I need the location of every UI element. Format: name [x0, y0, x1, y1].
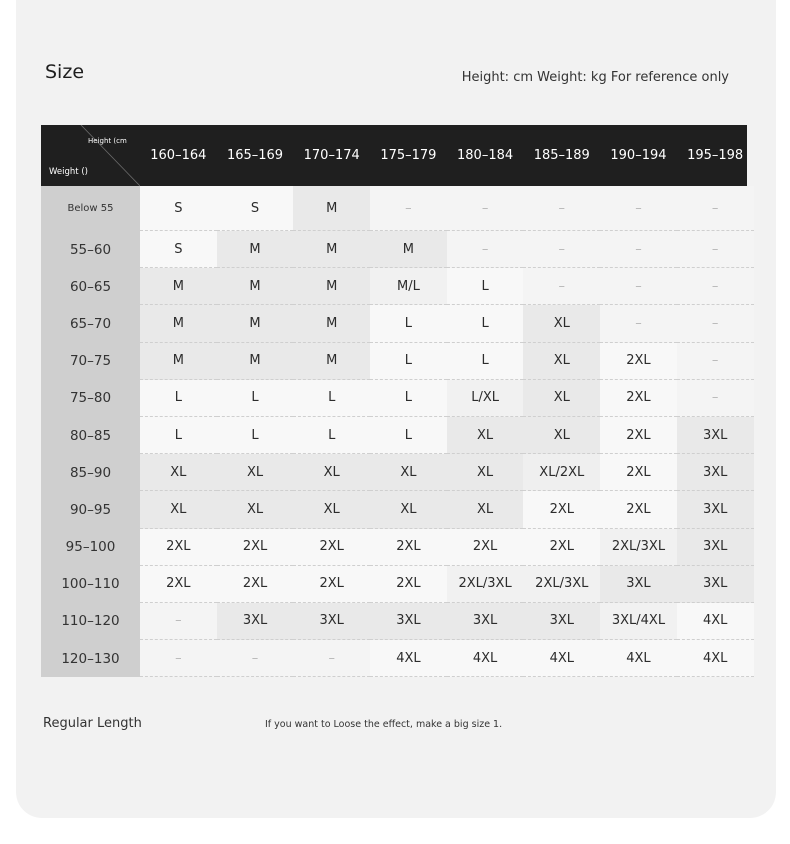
size-cell: L: [370, 343, 447, 380]
size-cell: 3XL: [523, 603, 600, 640]
size-cell: L: [293, 380, 370, 417]
size-cell: 2XL: [370, 566, 447, 603]
size-cell: 2XL: [293, 566, 370, 603]
size-cell: XL: [523, 343, 600, 380]
size-cell: 4XL: [370, 640, 447, 677]
reference-note: Height: cm Weight: kg For reference only: [461, 70, 729, 85]
size-cell: M: [217, 305, 294, 342]
size-cell: XL: [447, 454, 524, 491]
corner-cell: [41, 125, 140, 186]
table-row: [41, 268, 747, 305]
size-cell: S: [217, 186, 294, 231]
size-cell: 3XL: [677, 417, 754, 454]
weight-row-label: 120–130: [41, 640, 140, 677]
height-column-header: 195–198: [687, 148, 744, 163]
height-column-header: 180–184: [457, 148, 514, 163]
size-cell: M: [217, 268, 294, 305]
size-cell: 3XL: [677, 529, 754, 566]
size-cell: 3XL: [447, 603, 524, 640]
size-cell: XL/2XL: [523, 454, 600, 491]
size-cell: L: [447, 305, 524, 342]
table-row: [41, 454, 747, 491]
size-cell: L: [140, 380, 217, 417]
size-cell: –: [523, 186, 600, 231]
size-cell: L: [447, 268, 524, 305]
size-cell: M: [370, 231, 447, 268]
size-cell: 3XL: [677, 454, 754, 491]
table-row: [41, 566, 747, 603]
weight-row-label: 55–60: [41, 231, 140, 268]
table-row: [41, 380, 747, 417]
size-cell: –: [447, 186, 524, 231]
size-cell: 2XL: [523, 491, 600, 528]
weight-row-label: 75–80: [41, 380, 140, 417]
size-cell: 4XL: [677, 640, 754, 677]
height-column-header: 190–194: [610, 148, 667, 163]
size-cell: –: [447, 231, 524, 268]
height-column-header: 160–164: [150, 148, 207, 163]
size-cell: L: [140, 417, 217, 454]
size-cell: –: [523, 268, 600, 305]
size-cell: 3XL: [217, 603, 294, 640]
table-row: [41, 417, 747, 454]
size-cell: 2XL: [600, 491, 677, 528]
size-cell: XL: [217, 491, 294, 528]
size-cell: 2XL: [370, 529, 447, 566]
weight-row-label: 80–85: [41, 417, 140, 454]
size-cell: L: [217, 380, 294, 417]
size-cell: M: [140, 268, 217, 305]
weight-axis-label: Weight (): [49, 167, 88, 177]
size-cell: M: [217, 343, 294, 380]
table-row: [41, 343, 747, 380]
size-cell: XL: [523, 380, 600, 417]
weight-row-label: 65–70: [41, 305, 140, 342]
size-cell: –: [677, 380, 754, 417]
size-cell: M: [293, 268, 370, 305]
size-cell: 2XL: [140, 529, 217, 566]
weight-row-label: 85–90: [41, 454, 140, 491]
size-cell: L: [293, 417, 370, 454]
size-cell: L: [447, 343, 524, 380]
size-cell: –: [293, 640, 370, 677]
size-cell: S: [140, 186, 217, 231]
size-cell: XL: [293, 454, 370, 491]
size-cell: XL: [523, 417, 600, 454]
size-cell: XL: [523, 305, 600, 342]
table-row: [41, 231, 747, 268]
table-body: [41, 186, 747, 677]
size-cell: 2XL: [217, 566, 294, 603]
size-cell: XL: [140, 491, 217, 528]
size-cell: M: [140, 305, 217, 342]
size-cell: 2XL: [600, 454, 677, 491]
table-header: [41, 125, 747, 186]
size-cell: 3XL: [370, 603, 447, 640]
size-cell: M: [293, 343, 370, 380]
size-cell: –: [600, 186, 677, 231]
height-column-header: 165–169: [226, 148, 284, 163]
size-cell: XL: [217, 454, 294, 491]
size-cell: XL: [370, 491, 447, 528]
height-column-header: 175–179: [380, 148, 437, 163]
size-cell: 2XL/3XL: [600, 529, 677, 566]
height-column-header: 185–189: [533, 148, 590, 163]
size-cell: XL: [370, 454, 447, 491]
weight-row-label: 100–110: [41, 566, 140, 603]
size-cell: 2XL: [217, 529, 294, 566]
size-cell: 3XL: [600, 566, 677, 603]
height-column-header: 170–174: [303, 148, 360, 163]
weight-row-label: 90–95: [41, 491, 140, 528]
size-cell: –: [370, 186, 447, 231]
size-cell: M/L: [370, 268, 447, 305]
size-cell: –: [677, 231, 754, 268]
table-row: [41, 640, 747, 677]
size-cell: M: [293, 305, 370, 342]
weight-row-label: 60–65: [41, 268, 140, 305]
size-cell: 3XL/4XL: [600, 603, 677, 640]
size-cell: –: [677, 343, 754, 380]
weight-row-label: 110–120: [41, 603, 140, 640]
size-cell: XL: [140, 454, 217, 491]
size-cell: 4XL: [600, 640, 677, 677]
size-cell: 2XL: [600, 343, 677, 380]
size-cell: 4XL: [447, 640, 524, 677]
size-cell: –: [600, 305, 677, 342]
size-cell: M: [217, 231, 294, 268]
size-cell: –: [600, 231, 677, 268]
size-cell: L/XL: [447, 380, 524, 417]
weight-row-label: 70–75: [41, 343, 140, 380]
size-cell: 2XL: [447, 529, 524, 566]
table-row: [41, 603, 747, 640]
size-cell: –: [677, 305, 754, 342]
size-cell: L: [370, 380, 447, 417]
size-cell: M: [140, 343, 217, 380]
size-cell: 2XL/3XL: [523, 566, 600, 603]
size-cell: 2XL: [600, 417, 677, 454]
size-table: [41, 125, 747, 677]
sizing-tip: If you want to Loose the effect, make a big size 1.: [265, 719, 503, 730]
table-row: [41, 491, 747, 528]
size-cell: 2XL/3XL: [447, 566, 524, 603]
table-row: [41, 529, 747, 566]
size-cell: XL: [293, 491, 370, 528]
size-cell: XL: [447, 491, 524, 528]
size-cell: –: [677, 186, 754, 231]
size-cell: 2XL: [523, 529, 600, 566]
regular-length-label: Regular Length: [43, 716, 142, 731]
size-cell: 2XL: [600, 380, 677, 417]
size-cell: L: [370, 305, 447, 342]
size-cell: 4XL: [523, 640, 600, 677]
size-cell: –: [217, 640, 294, 677]
table-row: [41, 186, 747, 231]
size-cell: 3XL: [677, 566, 754, 603]
size-cell: 2XL: [293, 529, 370, 566]
size-cell: S: [140, 231, 217, 268]
size-cell: M: [293, 186, 370, 231]
height-axis-label: Height (cm: [88, 137, 127, 145]
size-cell: –: [140, 603, 217, 640]
size-cell: –: [600, 268, 677, 305]
weight-row-label: Below 55: [41, 186, 140, 231]
size-cell: –: [677, 268, 754, 305]
weight-row-label: 95–100: [41, 529, 140, 566]
size-cell: L: [217, 417, 294, 454]
size-cell: M: [293, 231, 370, 268]
size-cell: 3XL: [293, 603, 370, 640]
size-cell: XL: [447, 417, 524, 454]
size-cell: –: [140, 640, 217, 677]
size-cell: 3XL: [677, 491, 754, 528]
table-row: [41, 305, 747, 342]
size-cell: 4XL: [677, 603, 754, 640]
size-cell: L: [370, 417, 447, 454]
size-cell: 2XL: [140, 566, 217, 603]
size-cell: –: [523, 231, 600, 268]
page-title: Size: [45, 61, 85, 83]
